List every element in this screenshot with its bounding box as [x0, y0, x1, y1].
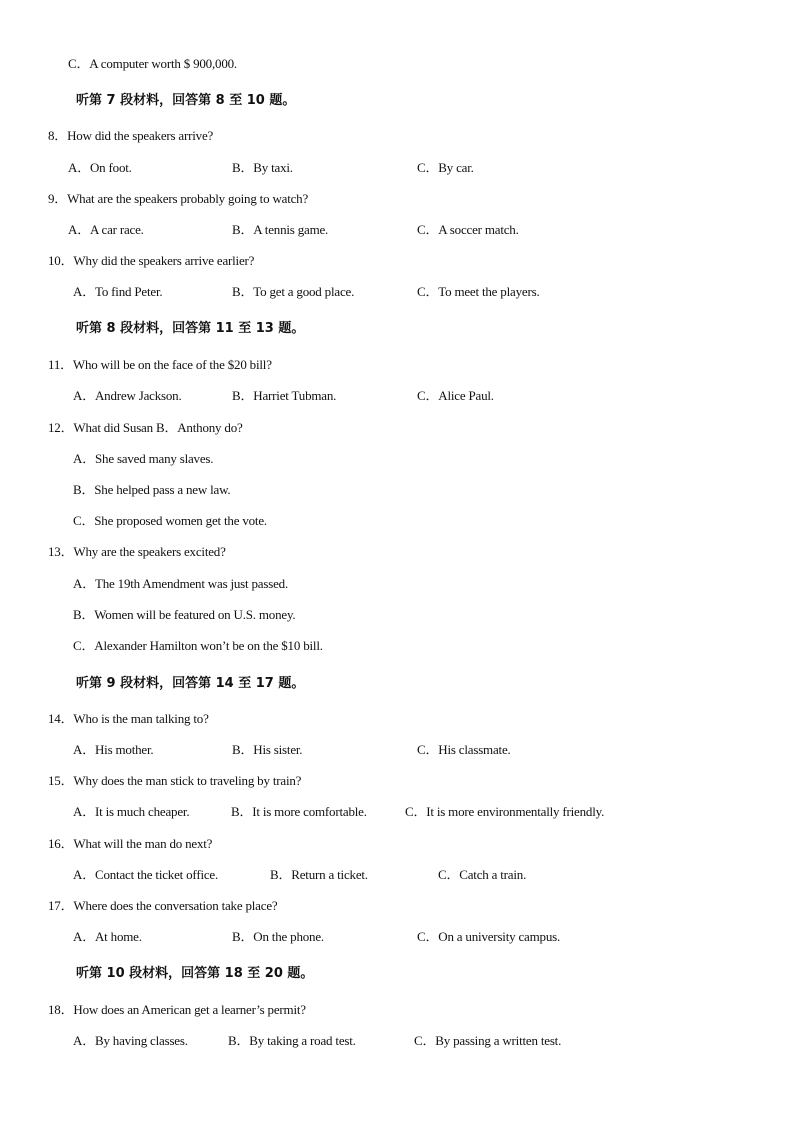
- q16-option-c[interactable]: C．Catch a train.: [438, 867, 527, 882]
- q7-option-c: C．A computer worth $ 900,000.: [68, 56, 237, 71]
- q8-option-a[interactable]: A．On foot.: [68, 160, 132, 175]
- q13-option-c[interactable]: C．Alexander Hamilton won’t be on the $10 bill.: [73, 638, 323, 653]
- q11-option-c[interactable]: C．Alice Paul.: [417, 388, 494, 403]
- q16-option-b[interactable]: B．Return a ticket.: [270, 867, 368, 882]
- q14-option-b[interactable]: B．His sister.: [232, 742, 303, 757]
- q18-option-b[interactable]: B．By taking a road test.: [228, 1033, 356, 1048]
- q9-option-a[interactable]: A．A car race.: [68, 222, 144, 237]
- q10-option-c[interactable]: C．To meet the players.: [417, 284, 540, 299]
- question-11: 11．Who will be on the face of the $20 bill?: [48, 357, 272, 372]
- section-header-8: 听第 8 段材料，回答第 11 至 13 题。: [76, 321, 305, 336]
- q17-option-a[interactable]: A．At home.: [73, 929, 142, 944]
- q9-option-b[interactable]: B．A tennis game.: [232, 222, 329, 237]
- q9-option-c[interactable]: C．A soccer match.: [417, 222, 519, 237]
- q12-option-a[interactable]: A．She saved many slaves.: [73, 451, 214, 466]
- question-13: 13．Why are the speakers excited?: [48, 544, 226, 559]
- question-14: 14．Who is the man talking to?: [48, 711, 209, 726]
- section-header-9: 听第 9 段材料，回答第 14 至 17 题。: [76, 676, 305, 691]
- question-17: 17．Where does the conversation take place?: [48, 898, 278, 913]
- q14-option-c[interactable]: C．His classmate.: [417, 742, 511, 757]
- q16-option-a[interactable]: A．Contact the ticket office.: [73, 867, 219, 882]
- q11-option-b[interactable]: B．Harriet Tubman.: [232, 388, 337, 403]
- q17-option-b[interactable]: B．On the phone.: [232, 929, 324, 944]
- q15-option-a[interactable]: A．It is much cheaper.: [73, 804, 190, 819]
- q13-option-b[interactable]: B．Women will be featured on U.S. money.: [73, 607, 296, 622]
- question-16: 16．What will the man do next?: [48, 836, 213, 851]
- q13-option-a[interactable]: A．The 19th Amendment was just passed.: [73, 576, 289, 591]
- q18-option-a[interactable]: A．By having classes.: [73, 1033, 188, 1048]
- q15-option-c[interactable]: C．It is more environmentally friendly.: [405, 804, 605, 819]
- q12-option-c[interactable]: C．She proposed women get the vote.: [73, 513, 267, 528]
- q14-option-a[interactable]: A．His mother.: [73, 742, 154, 757]
- q8-option-b[interactable]: B．By taxi.: [232, 160, 293, 175]
- question-12: 12．What did Susan B．Anthony do?: [48, 420, 243, 435]
- q18-option-c[interactable]: C．By passing a written test.: [414, 1033, 562, 1048]
- q15-option-b[interactable]: B．It is more comfortable.: [231, 804, 367, 819]
- q12-option-b[interactable]: B．She helped pass a new law.: [73, 482, 231, 497]
- section-header-7: 听第 7 段材料，回答第 8 至 10 题。: [76, 93, 296, 108]
- question-10: 10．Why did the speakers arrive earlier?: [48, 253, 255, 268]
- question-18: 18．How does an American get a learner’s permit?: [48, 1002, 306, 1017]
- q8-option-c[interactable]: C．By car.: [417, 160, 474, 175]
- question-9: 9．What are the speakers probably going to watch?: [48, 191, 309, 206]
- q10-option-a[interactable]: A．To find Peter.: [73, 284, 163, 299]
- q17-option-c[interactable]: C．On a university campus.: [417, 929, 561, 944]
- q10-option-b[interactable]: B．To get a good place.: [232, 284, 355, 299]
- section-header-10: 听第 10 段材料，回答第 18 至 20 题。: [76, 966, 314, 981]
- q11-option-a[interactable]: A．Andrew Jackson.: [73, 388, 182, 403]
- question-15: 15．Why does the man stick to traveling by train?: [48, 773, 302, 788]
- question-8: 8．How did the speakers arrive?: [48, 128, 214, 143]
